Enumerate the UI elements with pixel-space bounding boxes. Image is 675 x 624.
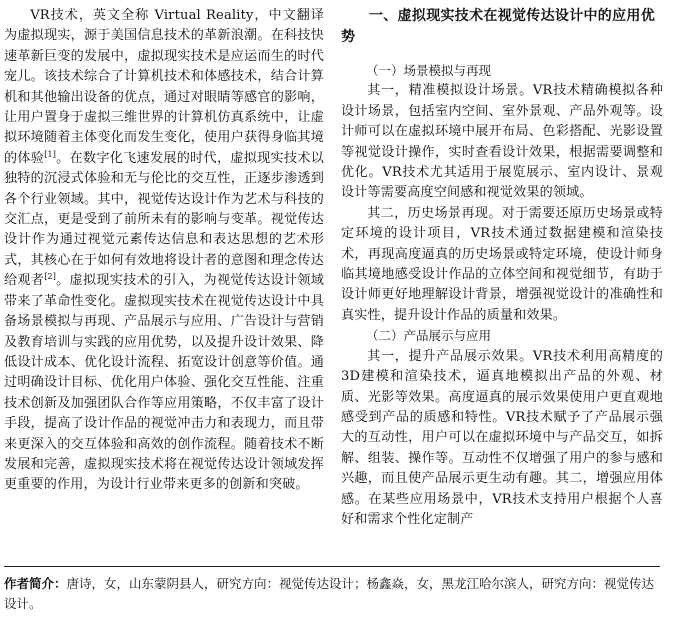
paragraph-scene-simulation: 其一，精准模拟设计场景。VR技术精确模拟各种设计场景，包括室内空间、室外景观、产品外观等。设计师可以在虚拟环境中展开布局、色彩搭配、光影设置等视觉设计操作，实时查看设计效果，根据需要调整和优化。VR技术尤其适用于展览展示、室内设计、景观设计等需要高度空间感和视觉效果的领域。 [341,83,663,201]
intro-text-part1: VR技术，英文全称 Virtual Reality，中文翻译为虚拟现实，源于美国信息技术的革新浪潮。在科技快速革新巨变的发展中，虚拟现实技术是应运而生的时代宠儿。该技术综合了计算机技术和体感技术，结合计算机和其他输出设备的优点，通过对眼睛等感官的影响，让用户置身于虚拟三维世界的计算机仿真系统中，让虚拟环境随着主体变化而发生变化，使用户获得身临其境的体验 [4,8,324,166]
intro-text-part2: 。在数字化飞速发展的时代，虚拟现实技术以独特的沉浸式体验和无与伦比的交互性，正逐步渗透到各个行业领域。其中，视觉传达设计作为艺术与科技的交汇点，更是受到了前所未有的影响与变革。视觉传达设计作为通过视觉元素传达信息和表达思想的艺术形式，其核心在于如何有效地将设计者的意图和理念传达给观者 [4,150,324,289]
paragraph-historical-scene: 其二，历史场景再现。对于需要还原历史场景或特定环境的设计项目，VR技术通过数据建模和渲染技术，再现高度逼真的历史场景或特定环境，使设计师身临其境地感受设计作品的立体空间和视觉细节，有助于设计师更好地理解设计背景，增强视觉设计的准确性和真实性，提升设计作品的质量和效果。 [341,205,663,323]
author-note-text: 唐诗，女，山东蒙阴县人，研究方向：视觉传达设计；杨鑫焱，女，黑龙江哈尔滨人，研究方向：视觉传达设计。 [4,576,655,611]
subsection-heading-scene: （一）场景模拟与再现 [366,63,492,78]
intro-text-part3: 。虚拟现实技术的引入，为视觉传达设计领域带来了革命性变化。虚拟现实技术在视觉传达设计中具备场景模拟与再现、产品展示与应用、广告设计与营销及教育培训与实践的应用优势，以及提升设计效果、降低设计成本、优化设计流程、拓宽设计创意等价值。通过明确设计目标、优化用户体验、强化交互性能、注重技术创新及加强团队合作等应用策略，不仅丰富了设计手段，提高了设计作品的视觉冲击力和表现力，而且带来更深入的交互体验和高效的创作流程。随着技术不断发展和完善，虚拟现实技术将在视觉传达设计领域发挥更重要的作用，为设计行业带来更多的创新和突破。 [4,273,324,493]
subsection-heading-product: （二）产品展示与应用 [366,328,492,344]
author-note [4,574,666,614]
section-heading: 一、虚拟现实技术在视觉传达设计中的应用优势 [341,8,655,45]
footnote-rule [4,566,660,567]
intro-paragraph [4,6,324,496]
author-note-label: 作者简介： [4,576,67,591]
citation-2: [2] [44,272,56,282]
paragraph-product-display: 其一，提升产品展示效果。VR技术利用高精度的3D建模和渲染技术，逼真地模拟出产品的外观、材质、光影等效果。高度逼真的展示效果使用户更直观地感受到产品的质感和特性。VR技术赋予了产品展示强大的互动性，用户可以在虚拟环境中与产品交互，如拆解、组装、操作等。互动性不仅增强了用户的参与感和兴趣，而且使产品展示更生动有趣。其二，增强应用体感。在某些应用场景中，VR技术支持用户根据个人喜好和需求个性化定制产 [341,348,663,527]
right-column [341,6,663,530]
citation-1: [1] [44,149,56,159]
left-column [4,6,324,496]
